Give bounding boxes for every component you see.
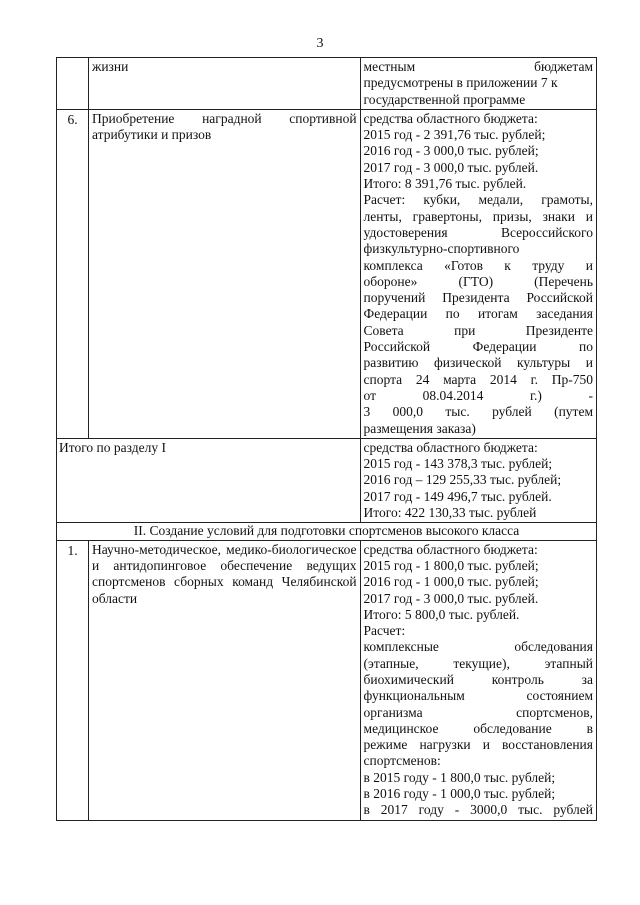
funding-line: организма спортсменов, <box>363 704 593 720</box>
funding-line: удостоверения Всероссийского <box>363 224 593 240</box>
funding-line: комплекса «Готов к труду и <box>363 257 593 273</box>
funding-line: Совета при Президенте <box>363 322 593 338</box>
funding-line: 2015 год - 143 378,3 тыс. рублей; <box>363 456 553 472</box>
row-number: 1. <box>57 540 89 820</box>
funding-line: 2016 год - 1 000,0 тыс. рублей; <box>363 574 539 590</box>
funding-line: Российской Федерации по <box>363 339 593 355</box>
measure-name: Научно-методическое, медико-биологическое и антидопинговое обеспечение ведущих спортсменов сборных команд Челябинской области <box>89 540 361 820</box>
funding-cell <box>360 109 596 438</box>
funding-line: предусмотрены в приложении 7 к <box>363 75 558 91</box>
funding-line: ленты, гравертоны, призы, знаки и <box>363 208 593 224</box>
funding-line: Расчет: кубки, медали, грамоты, <box>363 192 593 208</box>
section-heading-row <box>57 523 597 540</box>
funding-line: обороне» (ГТО) (Перечень <box>363 273 593 289</box>
funding-line: биохимический контроль за <box>363 671 593 687</box>
funding-cell <box>360 58 596 110</box>
funding-line: 2017 год - 3 000,0 тыс. рублей. <box>363 590 539 606</box>
funding-line: местным бюджетам <box>363 59 593 74</box>
funding-line: 2017 год - 3 000,0 тыс. рублей. <box>363 159 539 175</box>
funding-line: поручений Президента Российской <box>363 290 593 306</box>
page-number: 3 <box>316 36 324 51</box>
funding-line: функциональным состоянием <box>363 688 593 704</box>
funding-line: 2017 год - 149 496,7 тыс. рублей. <box>363 488 552 504</box>
section-title: II. Создание условий для подготовки спортсменов высокого класса <box>57 523 597 540</box>
section-total-label: Итого по разделу I <box>57 438 361 522</box>
funding-line: средства областного бюджета: <box>363 541 538 557</box>
funding-line: 2015 год - 1 800,0 тыс. рублей; <box>363 557 539 573</box>
funding-line: в 2016 году - 1 000,0 тыс. рублей; <box>363 786 556 802</box>
funding-line: 2016 год – 129 255,33 тыс. рублей; <box>363 472 562 488</box>
row-number <box>57 58 89 110</box>
table-row <box>57 540 597 820</box>
funding-line: режиме нагрузки и восстановления <box>363 737 593 753</box>
funding-line: в 2017 году - 3000,0 тыс. рублей <box>363 802 593 818</box>
program-measures-table <box>56 57 597 821</box>
funding-line: (этапные, текущие), этапный <box>363 655 593 671</box>
funding-line: медицинское обследование в <box>363 720 593 736</box>
funding-line: средства областного бюджета: <box>363 439 538 455</box>
row-number: 6. <box>57 109 89 438</box>
funding-cell <box>360 438 596 522</box>
funding-line: Федерации по итогам заседания <box>363 306 593 322</box>
funding-line: размещения заказа) <box>363 420 476 436</box>
funding-line: Расчет: <box>363 623 406 639</box>
funding-line: физкультурно-спортивного <box>363 241 520 257</box>
funding-line: 2015 год - 2 391,76 тыс. рублей; <box>363 127 546 143</box>
funding-line: 3 000,0 тыс. рублей (путем <box>363 404 593 420</box>
measure-name: Приобретение наградной спортивной атрибутики и призов <box>89 109 361 438</box>
table-row <box>57 58 597 110</box>
funding-line: Итого: 5 800,0 тыс. рублей. <box>363 606 520 622</box>
measure-name: жизни <box>89 58 361 110</box>
funding-line: Итого: 8 391,76 тыс. рублей. <box>363 176 527 192</box>
funding-line: от 08.04.2014 г.) - <box>363 387 593 403</box>
funding-line: комплексные обследования <box>363 639 593 655</box>
funding-line: средства областного бюджета: <box>363 110 538 126</box>
section-total-row <box>57 438 597 522</box>
funding-line: спорта 24 марта 2014 г. Пр-750 <box>363 371 593 387</box>
funding-line: в 2015 году - 1 800,0 тыс. рублей; <box>363 769 556 785</box>
funding-line: государственной программе <box>363 91 526 107</box>
funding-cell <box>360 540 596 820</box>
funding-line: спортсменов: <box>363 753 441 769</box>
table-row <box>57 109 597 438</box>
funding-line: Итого: 422 130,33 тыс. рублей <box>363 505 537 521</box>
funding-line: развитию физической культуры и <box>363 355 593 371</box>
funding-line: 2016 год - 3 000,0 тыс. рублей; <box>363 143 539 159</box>
